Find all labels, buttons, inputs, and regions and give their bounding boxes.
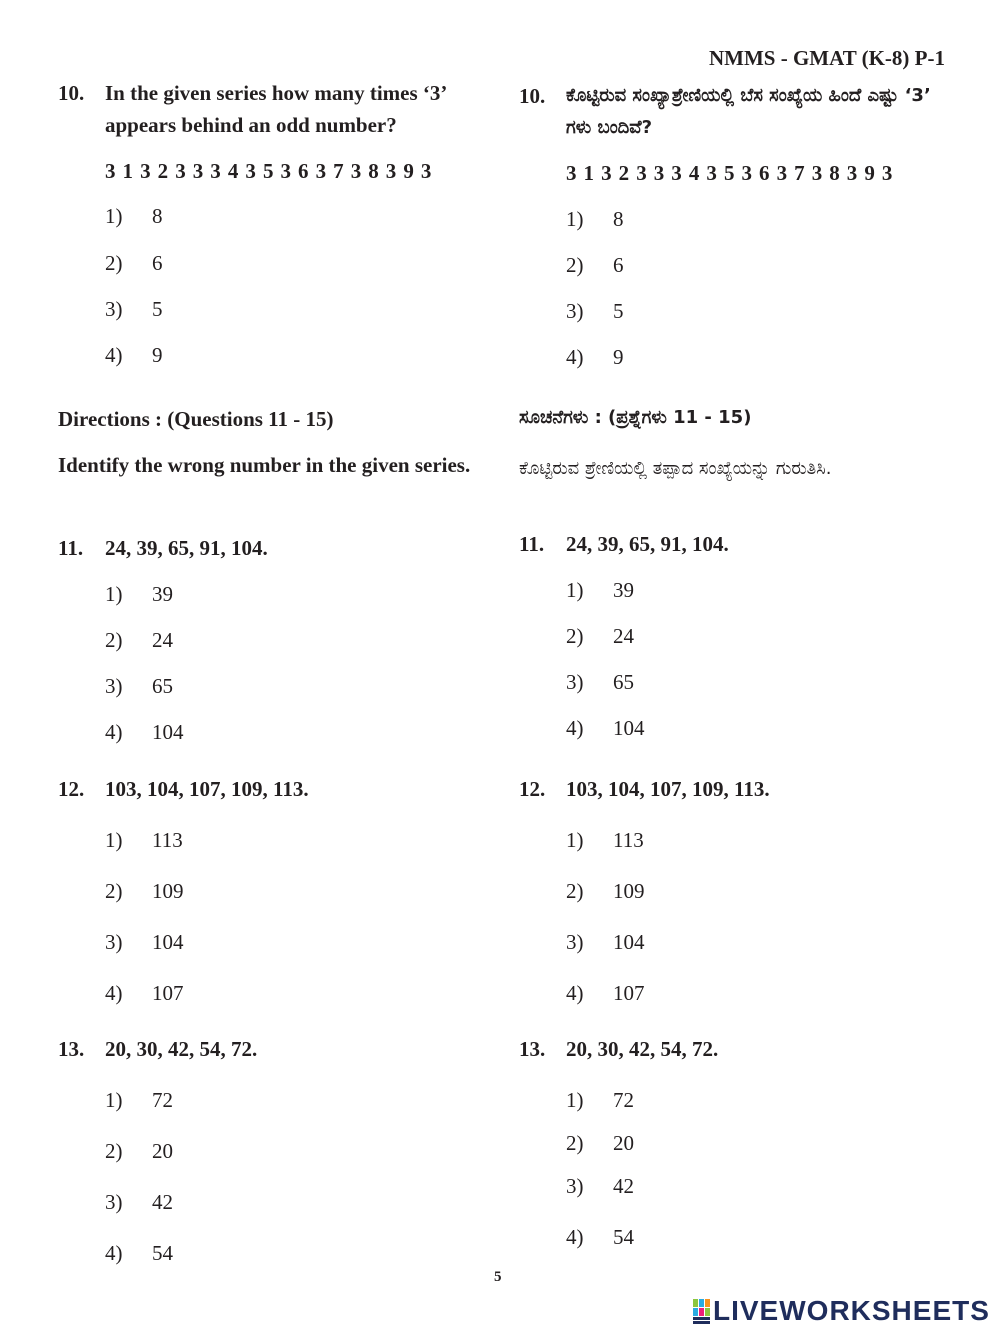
option xyxy=(105,1240,173,1266)
option xyxy=(566,1224,634,1250)
option xyxy=(105,719,184,745)
question-number: 10. xyxy=(519,84,546,108)
question-12-en xyxy=(58,776,309,802)
question-text: 103, 104, 107, 109, 113. xyxy=(105,777,309,801)
question-11-kn xyxy=(519,531,729,557)
option-value: 24 xyxy=(613,624,634,648)
question-text: In the given series how many times ‘3’ appears behind an odd number? xyxy=(105,81,446,137)
option-label: 2) xyxy=(105,251,123,275)
option-value: 20 xyxy=(152,1139,173,1163)
option-label: 4) xyxy=(566,716,584,740)
question-12-kn xyxy=(519,776,770,802)
option-value: 113 xyxy=(613,828,644,852)
option xyxy=(566,1130,634,1156)
option xyxy=(105,878,184,904)
option-label: 4) xyxy=(566,345,584,369)
option-label: 2) xyxy=(105,879,123,903)
option-label: 3) xyxy=(566,930,584,954)
question-number: 12. xyxy=(58,777,85,801)
question-11-en xyxy=(58,535,268,561)
question-text: 20, 30, 42, 54, 72. xyxy=(566,1037,719,1061)
question-number: 13. xyxy=(519,1037,546,1061)
option-value: 9 xyxy=(613,345,624,369)
option xyxy=(566,980,645,1006)
option-label: 1) xyxy=(105,582,123,606)
option-label: 1) xyxy=(105,204,123,228)
option-label: 3) xyxy=(566,1174,584,1198)
option-value: 9 xyxy=(152,343,163,367)
question-text: 20, 30, 42, 54, 72. xyxy=(105,1037,258,1061)
option xyxy=(105,673,173,699)
option-label: 1) xyxy=(566,828,584,852)
option-value: 39 xyxy=(613,578,634,602)
option xyxy=(566,1173,634,1199)
option xyxy=(566,715,645,741)
option-label: 2) xyxy=(566,253,584,277)
option xyxy=(105,342,163,368)
option-value: 107 xyxy=(613,981,645,1005)
option-label: 1) xyxy=(105,828,123,852)
option xyxy=(105,827,183,853)
option-label: 2) xyxy=(566,1131,584,1155)
question-number: 12. xyxy=(519,777,546,801)
option xyxy=(566,878,645,904)
option-value: 39 xyxy=(152,582,173,606)
option-label: 3) xyxy=(105,674,123,698)
question-text: ಕೊಟ್ಟಿರುವ ಸಂಖ್ಯಾಶ್ರೇಣಿಯಲ್ಲಿ ಬೆಸ ಸಂಖ್ಯೆಯ ಹಿಂದೆ ಎಷ್ಟು ‘3’ ಗಳು ಬಂದಿವೆ? xyxy=(566,85,931,138)
option xyxy=(105,250,163,276)
option xyxy=(105,1138,173,1164)
option xyxy=(566,252,624,278)
option-label: 1) xyxy=(566,1088,584,1112)
option xyxy=(566,206,624,232)
option-label: 4) xyxy=(566,981,584,1005)
option-value: 24 xyxy=(152,628,173,652)
directions-instruction-kn: ಕೊಟ್ಟಿರುವ ಶ್ರೇಣಿಯಲ್ಲಿ ತಪ್ಪಾದ ಸಂಖ್ಯೆಯನ್ನು ಗುರುತಿಸಿ. xyxy=(519,458,832,479)
option-value: 113 xyxy=(152,828,183,852)
option xyxy=(566,1087,634,1113)
option-label: 3) xyxy=(105,1190,123,1214)
option-value: 107 xyxy=(152,981,184,1005)
directions-heading-en: Directions : (Questions 11 - 15) xyxy=(58,407,334,431)
option xyxy=(105,203,163,229)
option xyxy=(566,298,624,324)
option-label: 4) xyxy=(105,720,123,744)
option-label: 2) xyxy=(105,628,123,652)
option-value: 42 xyxy=(613,1174,634,1198)
page-number: 5 xyxy=(494,1269,502,1285)
option-label: 2) xyxy=(105,1139,123,1163)
option-label: 1) xyxy=(105,1088,123,1112)
liveworksheets-brand: LIVEWORKSHEETS xyxy=(713,1295,990,1326)
option-label: 2) xyxy=(566,879,584,903)
option-label: 4) xyxy=(105,343,123,367)
option-value: 109 xyxy=(152,879,184,903)
option-label: 3) xyxy=(105,930,123,954)
question-text: 103, 104, 107, 109, 113. xyxy=(566,777,770,801)
option-value: 5 xyxy=(152,297,163,321)
option-value: 6 xyxy=(613,253,624,277)
question-10-en xyxy=(58,77,490,141)
option xyxy=(105,581,173,607)
option-value: 65 xyxy=(152,674,173,698)
option-value: 6 xyxy=(152,251,163,275)
option xyxy=(105,980,184,1006)
number-series: 3 1 3 2 3 3 3 4 3 5 3 6 3 7 3 8 3 9 3 xyxy=(105,159,433,183)
option-label: 2) xyxy=(566,624,584,648)
option-value: 54 xyxy=(613,1225,634,1249)
directions-instruction-en: Identify the wrong number in the given series. xyxy=(58,453,471,477)
option xyxy=(105,296,163,322)
option-value: 20 xyxy=(613,1131,634,1155)
question-text: 24, 39, 65, 91, 104. xyxy=(105,536,268,560)
option-value: 104 xyxy=(152,930,184,954)
option xyxy=(566,623,634,649)
option-value: 65 xyxy=(613,670,634,694)
liveworksheets-logo-icon xyxy=(692,1298,712,1326)
option-value: 8 xyxy=(152,204,163,228)
question-number: 13. xyxy=(58,1037,85,1061)
number-series: 3 1 3 2 3 3 3 4 3 5 3 6 3 7 3 8 3 9 3 xyxy=(566,161,894,185)
option-label: 4) xyxy=(105,1241,123,1265)
option-value: 104 xyxy=(613,930,645,954)
option xyxy=(105,1087,173,1113)
question-number: 11. xyxy=(519,532,545,556)
option-value: 104 xyxy=(613,716,645,740)
option xyxy=(105,627,173,653)
option xyxy=(105,1189,173,1215)
question-number: 10. xyxy=(58,81,85,105)
option-value: 54 xyxy=(152,1241,173,1265)
option-label: 3) xyxy=(566,670,584,694)
option-label: 4) xyxy=(566,1225,584,1249)
option-label: 4) xyxy=(105,981,123,1005)
option-value: 109 xyxy=(613,879,645,903)
question-text: 24, 39, 65, 91, 104. xyxy=(566,532,729,556)
option xyxy=(566,577,634,603)
option-value: 72 xyxy=(152,1088,173,1112)
option xyxy=(566,669,634,695)
option-value: 72 xyxy=(613,1088,634,1112)
option-value: 8 xyxy=(613,207,624,231)
question-13-en xyxy=(58,1036,257,1062)
option-value: 104 xyxy=(152,720,184,744)
option-label: 1) xyxy=(566,578,584,602)
option xyxy=(105,929,184,955)
option-label: 3) xyxy=(105,297,123,321)
question-number: 11. xyxy=(58,536,84,560)
option-label: 1) xyxy=(566,207,584,231)
option xyxy=(566,344,624,370)
paper-title: NMMS - GMAT (K-8) P-1 xyxy=(708,46,945,70)
option-label: 3) xyxy=(566,299,584,323)
option-value: 5 xyxy=(613,299,624,323)
question-13-kn xyxy=(519,1036,718,1062)
option-value: 42 xyxy=(152,1190,173,1214)
question-10-kn xyxy=(519,80,944,144)
option xyxy=(566,827,644,853)
directions-heading-kn: ಸೂಚನೆಗಳು : (ಪ್ರಶ್ನೆಗಳು 11 - 15) xyxy=(519,407,752,428)
option xyxy=(566,929,645,955)
